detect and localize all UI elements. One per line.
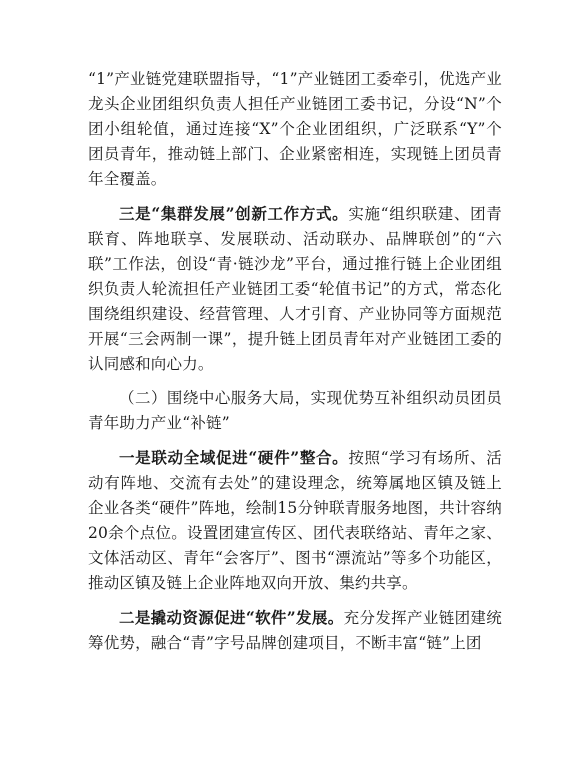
paragraph-text: 按照“学习有场所、活动有阵地、交流有去处”的建设理念，统筹属地区镇及链上企业各类“硬件”阵地，绘制15分钟联青服务地图，共计容纳20余个点位。设置团建宣传区、团代表联络站、青年之家、文体活动区、青年“会客厅”、图书“漂流站”等多个功能区，推动区镇及链上企业阵地双向开放、集约共享。 [88,449,502,592]
section-heading [88,386,502,436]
paragraph-lead: 二是撬动资源促进“软件”发展。 [119,608,344,627]
paragraph-cluster-development [88,201,502,377]
document-body [88,66,502,665]
paragraph-lead: 一是联动全域促进“硬件”整合。 [119,448,349,467]
paragraph-industry-chain [88,66,502,192]
paragraph-text: 充分发挥产业链团建统筹优势，融合“青”字号品牌创建项目，不断丰富“链”上团 [88,609,502,652]
paragraph-lead: 三是“集群发展”创新工作方式。 [119,204,349,223]
paragraph-hardware-integration [88,445,502,596]
section-heading-text: （二）围绕中心服务大局，实现优势互补组织动员团员青年助力产业“补链” [88,389,502,432]
paragraph-text: 实施“组织联建、团青联育、阵地联享、发展联动、活动联办、品牌联创”的“六联”工作法，创设“青·链沙龙”平台，通过推行链上企业团组织负责人轮流担任产业链团工委“轮值书记”的方式，常态化围绕组织建设、经营管理、人才引育、产业协同等方面规范开展“三会两制一课”，提升链上团员青年对产业链团工委的认同感和向心力。 [88,205,502,373]
paragraph-text: “1”产业链党建联盟指导，“1”产业链团工委牵引，优选产业龙头企业团组织负责人担任产业链团工委书记，分设“N”个团小组轮值，通过连接“X”个企业团组织，广泛联系“Y”个团员青年，推动链上部门、企业紧密相连，实现链上团员青年全覆盖。 [88,70,502,188]
paragraph-software-development [88,605,502,656]
